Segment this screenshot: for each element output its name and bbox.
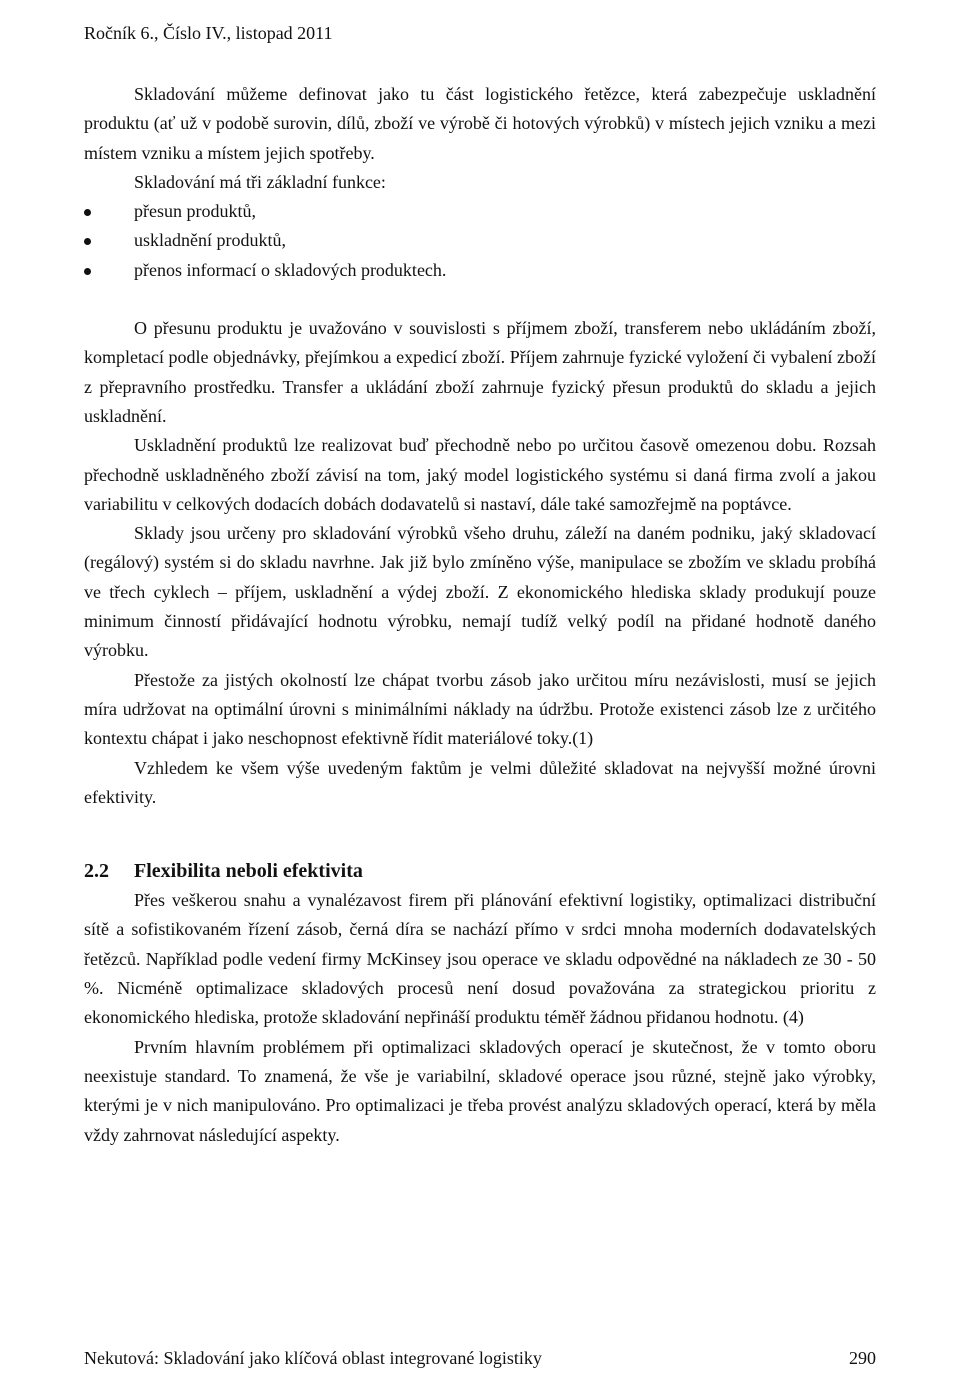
list-item-text: přenos informací o skladových produktech. <box>134 259 447 280</box>
list-item-text: přesun produktů, <box>134 201 256 222</box>
footer-title: Nekutová: Skladování jako klíčová oblast integrované logistiky <box>84 1348 542 1368</box>
intro-paragraph-definition: Skladování můžeme definovat jako tu část logistického řetězce, která zabezpečuje uskladnění produktu (ať už v podobě surovin, dílů, zboží ve výrobě či hotových výrobků) v místech jejich vzniku a mezi místem vzniku a místem jejich spotřeby. <box>84 84 876 163</box>
page-number: 290 <box>849 1348 876 1368</box>
section-heading <box>84 856 876 886</box>
spacer <box>84 812 876 856</box>
list-item-text: uskladnění produktů, <box>134 230 286 251</box>
functions-list <box>84 197 876 285</box>
bullet-icon <box>84 268 91 275</box>
paragraph-efficiency: Vzhledem ke všem výše uvedeným faktům je velmi důležité skladovat na nejvyšší možné úrovni efektivity. <box>84 757 876 807</box>
list-item <box>84 256 876 285</box>
paragraph-storage: Uskladnění produktů lze realizovat buď přechodně nebo po určitou časově omezenou dobu. Rozsah přechodně uskladněného zboží závisí na tom, jaký model logistického systému si daná firma zvolí a jakou variabilitu v celkových dodacích dobách dodavatelů si nastaví, dále také samozřejmě na poptávce. <box>84 435 876 514</box>
paragraph-flexibility: Přes veškerou snahu a vynalézavost firem při plánování efektivní logistiky, optimalizaci distribuční sítě a sofistikovaném řízení zásob, černá díra se nachází přímo v srdci mnoha moderních dodavatelských řetězců. Například podle vedení firmy McKinsey jsou operace ve skladu odpovědné na nákladech ze 30 - 50 %. Nicméně optimalizace skladových procesů není dosud považována za strategickou prioritu z ekonomického hlediska, protože skladování nepřináší produktu téměř žádnou přidanou hodnotu. (4) <box>84 890 876 1028</box>
paragraph-transfer: O přesunu produktu je uvažováno v souvislosti s příjmem zboží, transferem nebo ukládáním zboží, kompletací podle objednávky, přejímkou a expedicí zboží. Příjem zahrnuje fyzické vyložení či vybalení zboží z přepravního prostředku. Transfer a ukládání zboží zahrnuje fyzický přesun produktů do skladu a jejich uskladnění. <box>84 318 876 426</box>
section-number: 2.2 <box>84 860 109 883</box>
running-footer <box>84 1346 876 1370</box>
article-body <box>84 80 876 1150</box>
list-item <box>84 197 876 226</box>
paragraph-warehouses: Sklady jsou určeny pro skladování výrobků všeho druhu, záleží na daném podniku, jaký skladovací (regálový) systém si do skladu navrhne. Jak již bylo zmíněno výše, manipulace se zbožím ve skladu probíhá ve třech cyklech – příjem, uskladnění a výdej zboží. Z ekonomického hlediska sklady produkují pouze minimum činností přidávající hodnotu výrobku, nemají tudíž velký podíl na přidané hodnotě daného výrobku. <box>84 523 876 661</box>
paragraph-standard: Prvním hlavním problémem při optimalizaci skladových operací je skutečnost, že v tomto oboru neexistuje standard. To znamená, že vše je variabilní, skladové operace jsou různé, stejně jako výrobky, kterými je v nich manipulováno. Pro optimalizaci je třeba provést analýzu skladových operací, která by měla vždy zahrnovat následující aspekty. <box>84 1036 876 1145</box>
paragraph-inventory: Přestože za jistých okolností lze chápat tvorbu zásob jako určitou míru nezávislosti, musí se jejich míra udržovat na optimální úrovni s minimálními náklady na údržbu. Protože existenci zásob lze z určitého kontextu chápat i jako neschopnost efektivně řídit materiálové toky.(1) <box>84 669 876 749</box>
list-item <box>84 226 876 255</box>
bullet-icon <box>84 209 91 216</box>
running-header: Ročník 6., Číslo IV., listopad 2011 <box>84 23 333 43</box>
bullet-icon <box>84 238 91 245</box>
intro-paragraph-functions: Skladování má tři základní funkce: <box>134 171 386 192</box>
spacer <box>84 285 876 314</box>
section-title: Flexibilita neboli efektivita <box>134 860 363 883</box>
